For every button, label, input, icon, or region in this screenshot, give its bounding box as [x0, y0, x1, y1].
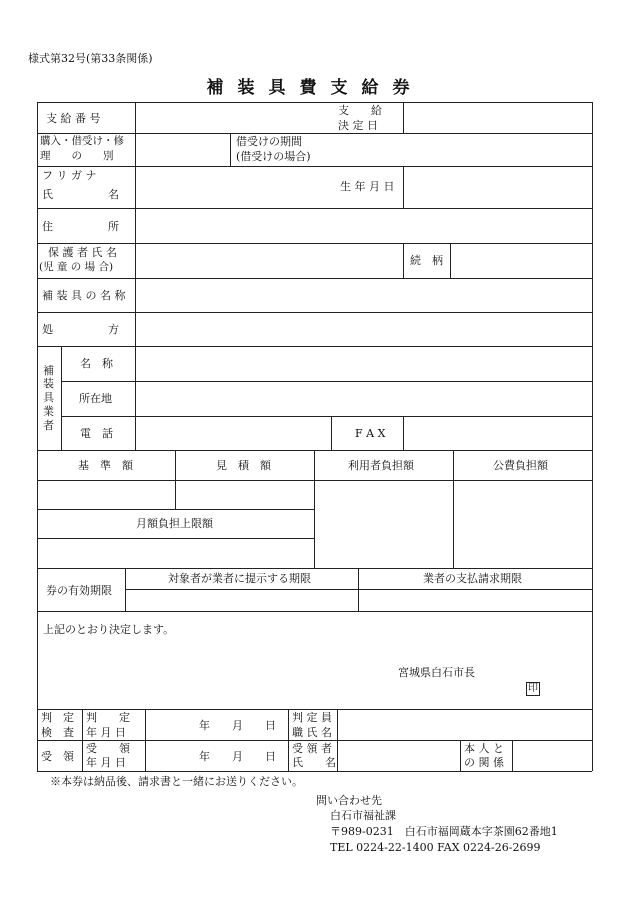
label-riyousha: 利用者負担額 [348, 459, 414, 472]
label-zokugara: 続 柄 [410, 254, 443, 267]
label-juryou-date-2: 年 月 日 [86, 756, 126, 769]
vendor-side-char-2: 装 [43, 377, 54, 390]
label-kankei-1: 本 人 と [464, 742, 504, 755]
vendor-side-char-1: 補 [43, 364, 54, 377]
label-juryou: 受 領 [41, 750, 74, 763]
label-kariuke-1: 借受けの期間 [236, 135, 302, 148]
label-kankei-2: の 関 係 [464, 756, 504, 769]
decision-text: 上記のとおり決定します。 [43, 623, 175, 636]
juryou-date-format: 年 月 日 [199, 750, 276, 763]
footer-note: ※本券は納品後、請求書と一緒にお送りください。 [50, 775, 303, 788]
label-jusho: 住 所 [42, 220, 119, 233]
contact-title: 問い合わせ先 [316, 794, 382, 807]
label-vendor-location: 所在地 [79, 392, 112, 405]
label-shikyu-kettei-1: 支 給 [338, 104, 382, 117]
label-kariuke-2: (借受けの場合) [236, 150, 311, 163]
label-hantei-2: 検 査 [41, 726, 74, 739]
label-juryousha-1: 受 領 者 [292, 742, 332, 755]
label-kounyu-1: 購入・借受け・修 [40, 135, 124, 147]
label-validity: 券の有効期限 [46, 584, 112, 597]
contact-department: 白石市福祉課 [330, 809, 396, 822]
label-jougen: 月額負担上限額 [136, 517, 213, 530]
label-juryou-date-1: 受 領 [86, 742, 130, 755]
seal-mark: 印 [528, 683, 538, 694]
page-title: 補装具費支給券 [206, 78, 424, 98]
mayor-name: 宮城県白石市長 [398, 666, 475, 679]
contact-address: 〒989-0231 白石市福岡蔵本字茶園62番地1 [330, 825, 558, 838]
label-hogosha-2: (児 童 の 場 合) [39, 261, 114, 273]
label-shikyu-kettei-2: 決 定 日 [338, 119, 378, 132]
label-hantei-date-1: 判 定 [86, 711, 130, 724]
label-vendor-fax: F A X [355, 427, 386, 440]
label-hanteiin-2: 職 氏 名 [292, 726, 332, 739]
label-hanteiin-1: 判 定 員 [292, 711, 332, 724]
contact-tel: TEL 0224-22-1400 FAX 0224-26-2699 [330, 841, 541, 854]
label-shohou: 処 方 [42, 323, 119, 336]
label-hantei-date-2: 年 月 日 [86, 726, 126, 739]
label-validity-claim: 業者の支払請求期限 [423, 572, 522, 585]
label-furigana: フ リ ガ ナ [42, 169, 97, 182]
label-validity-present: 対象者が業者に提示する期限 [168, 572, 311, 585]
label-hantei-1: 判 定 [41, 711, 74, 724]
label-kouhi: 公費負担額 [493, 459, 548, 472]
vendor-side-char-5: 者 [43, 419, 54, 432]
label-hosougu-meisho: 補 装 具 の 名 称 [42, 289, 126, 302]
label-vendor-phone: 電 話 [80, 427, 113, 440]
hantei-date-format: 年 月 日 [199, 719, 276, 732]
label-seinengappi: 生 年 月 日 [340, 180, 395, 193]
label-vendor-name: 名 称 [80, 357, 113, 370]
label-shikyu-bango: 支 給 番 号 [46, 112, 101, 125]
vendor-side-char-3: 具 [43, 391, 54, 404]
label-kounyu-2: 理 の 別 [40, 150, 114, 162]
vendor-side-char-4: 業 [43, 405, 54, 418]
label-hogosha-1: 保 護 者 氏 名 [48, 246, 117, 259]
label-mitsumori: 見 積 額 [216, 459, 271, 472]
label-kijun: 基 準 額 [78, 459, 133, 472]
label-shimei: 氏 名 [42, 188, 119, 201]
form-number: 様式第32号(第33条関係) [28, 52, 153, 65]
label-juryousha-2: 氏 名 [292, 756, 336, 769]
